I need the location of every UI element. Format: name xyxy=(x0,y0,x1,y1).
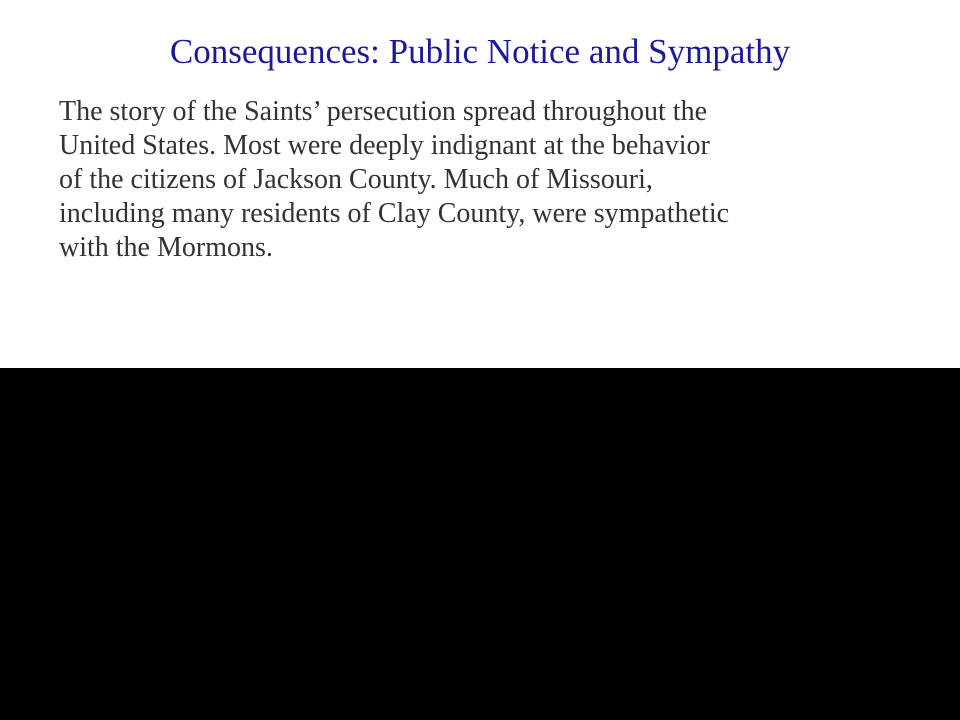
body-line: of the citizens of Jackson County. Much of Missouri, xyxy=(59,164,653,195)
slide-title: Consequences: Public Notice and Sympathy xyxy=(169,32,791,71)
body-line: The story of the Saints’ persecution spread throughout the xyxy=(59,96,707,127)
slide-body-text xyxy=(59,95,929,265)
black-band xyxy=(0,368,960,720)
body-line: including many residents of Clay County, were sympathetic xyxy=(59,198,730,229)
body-line: United States. Most were deeply indignant at the behavior xyxy=(59,130,710,161)
body-line: with the Mormons. xyxy=(59,232,273,263)
